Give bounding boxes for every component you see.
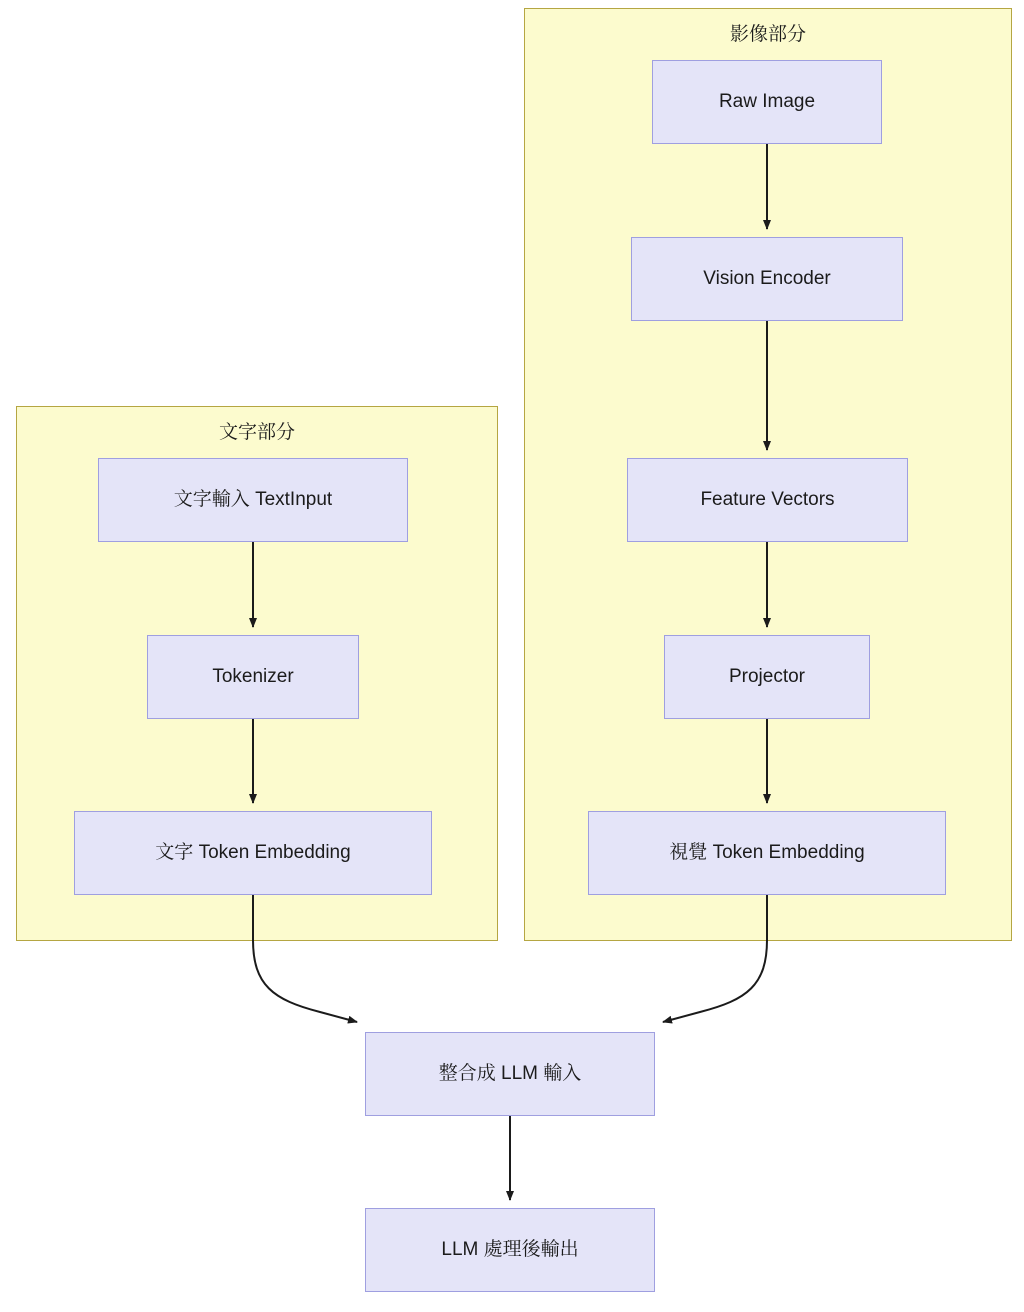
node-text-input	[98, 458, 408, 542]
node-llm-output	[365, 1208, 655, 1292]
node-text-token-embedding-label: 文字 Token Embedding	[155, 842, 351, 863]
node-tokenizer-label: Tokenizer	[212, 666, 294, 687]
node-text-token-embedding	[74, 811, 432, 895]
group-text-title: 文字部分	[218, 422, 295, 443]
node-visual-token-embedding	[588, 811, 946, 895]
node-vision-encoder	[631, 237, 903, 321]
node-projector	[664, 635, 870, 719]
node-feature-vectors-label: Feature Vectors	[700, 489, 835, 510]
node-llm-input	[365, 1032, 655, 1116]
group-image-title: 影像部分	[729, 24, 806, 45]
node-text-input-label: 文字輸入 TextInput	[173, 489, 333, 510]
node-raw-image	[652, 60, 882, 144]
node-raw-image-label: Raw Image	[718, 91, 816, 112]
node-llm-output-label: LLM 處理後輸出	[441, 1239, 579, 1260]
node-llm-input-label: 整合成 LLM 輸入	[438, 1063, 582, 1084]
node-projector-label: Projector	[728, 666, 806, 687]
node-visual-token-embedding-label: 視覺 Token Embedding	[669, 842, 865, 863]
node-feature-vectors	[627, 458, 908, 542]
node-vision-encoder-label: Vision Encoder	[703, 268, 831, 289]
node-tokenizer	[147, 635, 359, 719]
